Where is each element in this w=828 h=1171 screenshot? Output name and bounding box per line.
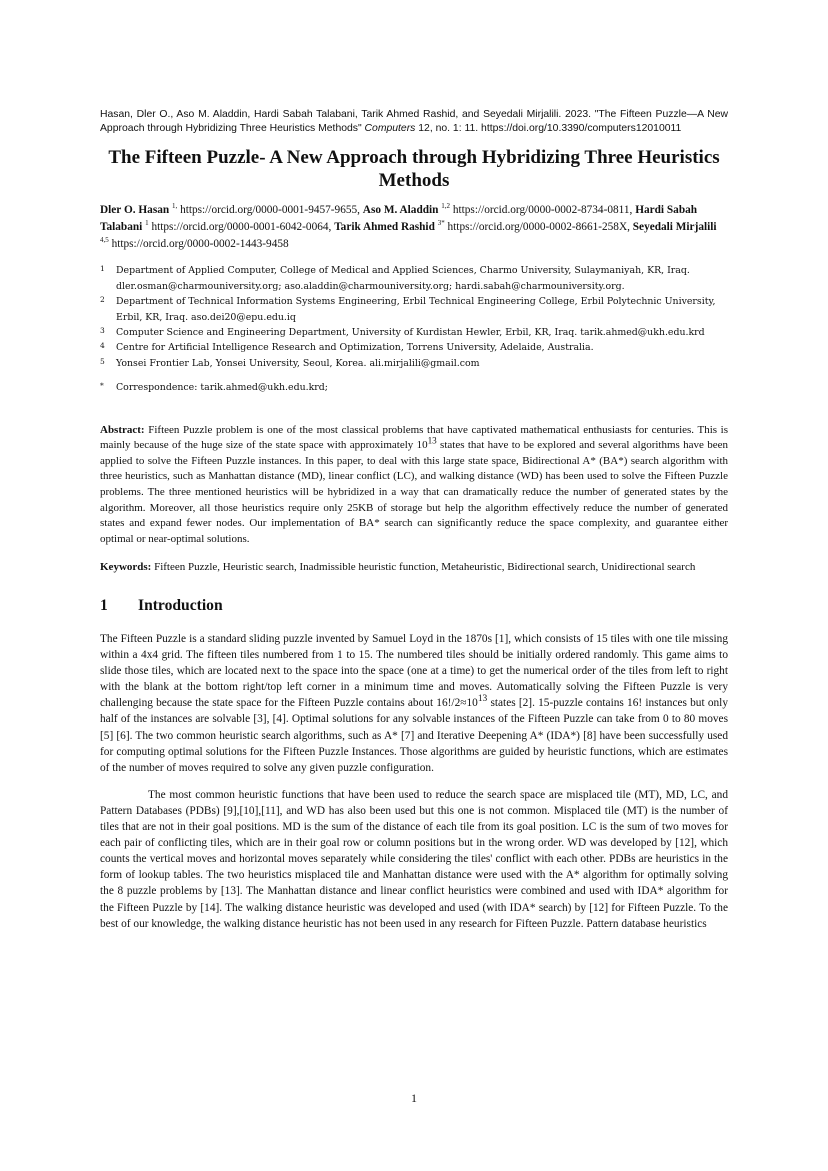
author-list (100, 202, 728, 253)
citation-tail: 12, no. 1: 11. https://doi.org/10.3390/computers12010011 (415, 123, 682, 135)
correspondence-note (100, 380, 728, 395)
author-separator: , (357, 204, 363, 217)
affiliation-text: Computer Science and Engineering Department, University of Kurdistan Hewler, Erbil, KR, Iraq. tarik.ahmed@ukh.edu.krd (116, 327, 705, 339)
intro-paragraph-1 (100, 631, 728, 776)
affiliation-text: Yonsei Frontier Lab, Yonsei University, Seoul, Korea. ali.mirjalili@gmail.com (116, 357, 480, 369)
affiliation-list (100, 263, 728, 395)
author-separator: , (627, 221, 633, 234)
author-orcid[interactable]: https://orcid.org/0000-0001-9457-9655 (180, 204, 358, 217)
correspondence-text: Correspondence: tarik.ahmed@ukh.edu.krd; (116, 382, 328, 394)
affiliation-item (100, 325, 728, 340)
author-orcid[interactable]: https://orcid.org/0000-0001-6042-0064 (151, 221, 329, 234)
keywords-label: Keywords: (100, 561, 152, 574)
citation-header (100, 108, 728, 136)
author-separator: , (328, 221, 335, 234)
section-number: 1 (100, 597, 108, 614)
author-orcid[interactable]: https://orcid.org/0000-0002-1443-9458 (111, 238, 289, 251)
section-title: Introduction (138, 597, 223, 614)
section-heading (100, 597, 728, 617)
page-number: 1 (411, 1091, 417, 1105)
affiliation-number: 2 (100, 295, 105, 305)
author-orcid[interactable]: https://orcid.org/0000-0002-8661-258X (447, 221, 628, 234)
correspondence-mark: * (100, 381, 104, 391)
author-name: Dler O. Hasan (100, 204, 170, 217)
affiliation-number: 5 (100, 356, 105, 366)
affiliation-number: 4 (100, 341, 105, 351)
author-affil-mark: 1,2 (441, 202, 451, 211)
affiliation-text: Department of Technical Information Systems Engineering, Erbil Technical Engineering College, Erbil Polytechnic University, Erbil, KR, Iraq. aso.dei20@epu.edu.iq (116, 296, 716, 323)
paragraph-text-continued: states [2]. 15-puzzle contains 16! instances but only half of the instances are solvable [3], [4]. Optimal solutions for any solvable instances of the Fifteen Puzzle can take from 0 to 80 moves [5] [6]. The two common heuristic search algorithms, such as A* [7] and Iterative Deepening A* (IDA*) [8] have been successfully used for computing optimal solutions for the Fifteen Puzzle Instances. Those algorithms are guided by heuristic functions, which are estimates of the number of moves required to solve any given puzzle configuration. (100, 697, 728, 774)
citation-journal: Computers (364, 123, 416, 135)
author-orcid[interactable]: https://orcid.org/0000-0002-8734-0811 (452, 204, 630, 217)
author-affil-mark: 3* (437, 219, 445, 228)
paper-page (100, 108, 728, 932)
author-affil-mark: 1 (145, 219, 149, 228)
paragraph-exponent: 13 (477, 694, 488, 705)
affiliation-text: Department of Applied Computer, College of Medical and Applied Sciences, Charmo University, Sulaymaniyah, KR, Iraq. dler.osman@charmouniversity.org; aso.aladdin@charmouniversity.org; hardi.sabah@charmouniversity.org. (116, 265, 690, 292)
abstract-exponent: 13 (427, 435, 437, 446)
paper-title: The Fifteen Puzzle- A New Approach through Hybridizing Three Heuristics Methods (108, 147, 720, 192)
abstract-text-continued: states that have to be explored and several algorithms have been applied to solve the Fifteen Puzzle instances. In this paper, to deal with this large state space, Bidirectional A* (BA*) search algorithm with three heuristics, such as Manhattan distance (MD), linear conflict (LC), and walking distance (WD) has been used to solve the Fifteen Puzzle problems. The three mentioned heuristics will be hybridized in a way that can dramatically reduce the number of generated states by the algorithm. Moreover, all those heuristics require only 25KB of storage but help the algorithm effectively reduce the number of generated states and expand fewer nodes. Our implementation of BA* search can significantly reduce the space complexity, and guarantee either optimal or near-optimal solutions. (100, 439, 728, 545)
affiliation-item (100, 356, 728, 371)
affiliation-item (100, 340, 728, 355)
author-name: Seyedali Mirjalili (632, 221, 717, 234)
keywords (100, 560, 728, 576)
citation-text: Hasan, Dler O., Aso M. Aladdin, Hardi Sabah Talabani, Tarik Ahmed Rashid, and Seyedali Mirjalili. 2023. "The Fifteen Puzzle—A New Approach through Hybridizing Three Heuristics Methods" (100, 109, 728, 135)
abstract-label: Abstract: (100, 423, 145, 436)
abstract-text: Fifteen Puzzle problem is one of the most classical problems that have captivated mathematical enthusiasts for centuries. This is mainly because of the huge size of the state space with approximately 10 (100, 423, 728, 452)
keywords-text: Fifteen Puzzle, Heuristic search, Inadmissible heuristic function, Metaheuristic, Bidirectional search, Unidirectional search (151, 561, 696, 574)
author-name: Aso M. Aladdin (362, 204, 439, 217)
author-separator: , (629, 204, 636, 217)
affiliation-number: 3 (100, 326, 105, 336)
intro-paragraph-2: The most common heuristic functions that have been used to reduce the search space are misplaced tile (MT), MD, LC, and Pattern Databases (PDBs) [9],[10],[11], and WD has also been used but this one is not common. Misplaced tile (MT) is the number of tiles that are not in their goal positions. MD is the sum of the distance of each tile from its goal position. LC is the sum of two moves for each pair of conflicting tiles, which are in their goal row or column positions but in the wrong order. WD was developed by [12], which counts the vertical moves and horizontal moves separately while considering the tiles' conflict with each other. PDBs are heuristics in the form of lookup tables. The two heuristics misplaced tile and Manhattan distance were used with the A* algorithm for optimally solving the 8 puzzle problems by [13]. The Manhattan distance and linear conflict heuristics were combined and used with IDA* algorithm for the Fifteen Puzzle by [14]. The walking distance heuristic was developed and used (with IDA* search) by [12] for Fifteen Puzzle. To the best of our knowledge, the walking distance heuristic has not been used in any research for Fifteen Puzzle. Pattern database heuristics (100, 788, 728, 930)
affiliation-item (100, 294, 728, 325)
abstract (100, 423, 728, 548)
author-affil-mark: 1, (171, 202, 178, 211)
author-name: Hardi Sabah Talabani (100, 204, 698, 234)
paragraph-text: The Fifteen Puzzle is a standard sliding puzzle invented by Samuel Loyd in the 1870s [1], which consists of 15 tiles with one tile missing within a 4x4 grid. The fifteen tiles numbered from 1 to 15. The numbered tiles should be initially ordered randomly. This game aims to slide those tiles, which are located next to the space into the space (one at a time) to get the numerical order of the tiles from left to right with the blank at the bottom right/top left corner in a minimum time and moves. Automatically solving the Fifteen Puzzle is very challenging because the state space for the Fifteen Puzzle contains about 16!/2≈10 (100, 633, 728, 710)
affiliation-item (100, 263, 728, 294)
affiliation-number: 1 (100, 264, 105, 274)
affiliation-text: Centre for Artificial Intelligence Research and Optimization, Torrens University, Adelaide, Australia. (116, 342, 594, 354)
author-name: Tarik Ahmed Rashid (334, 221, 435, 234)
author-affil-mark: 4,5 (100, 236, 109, 245)
